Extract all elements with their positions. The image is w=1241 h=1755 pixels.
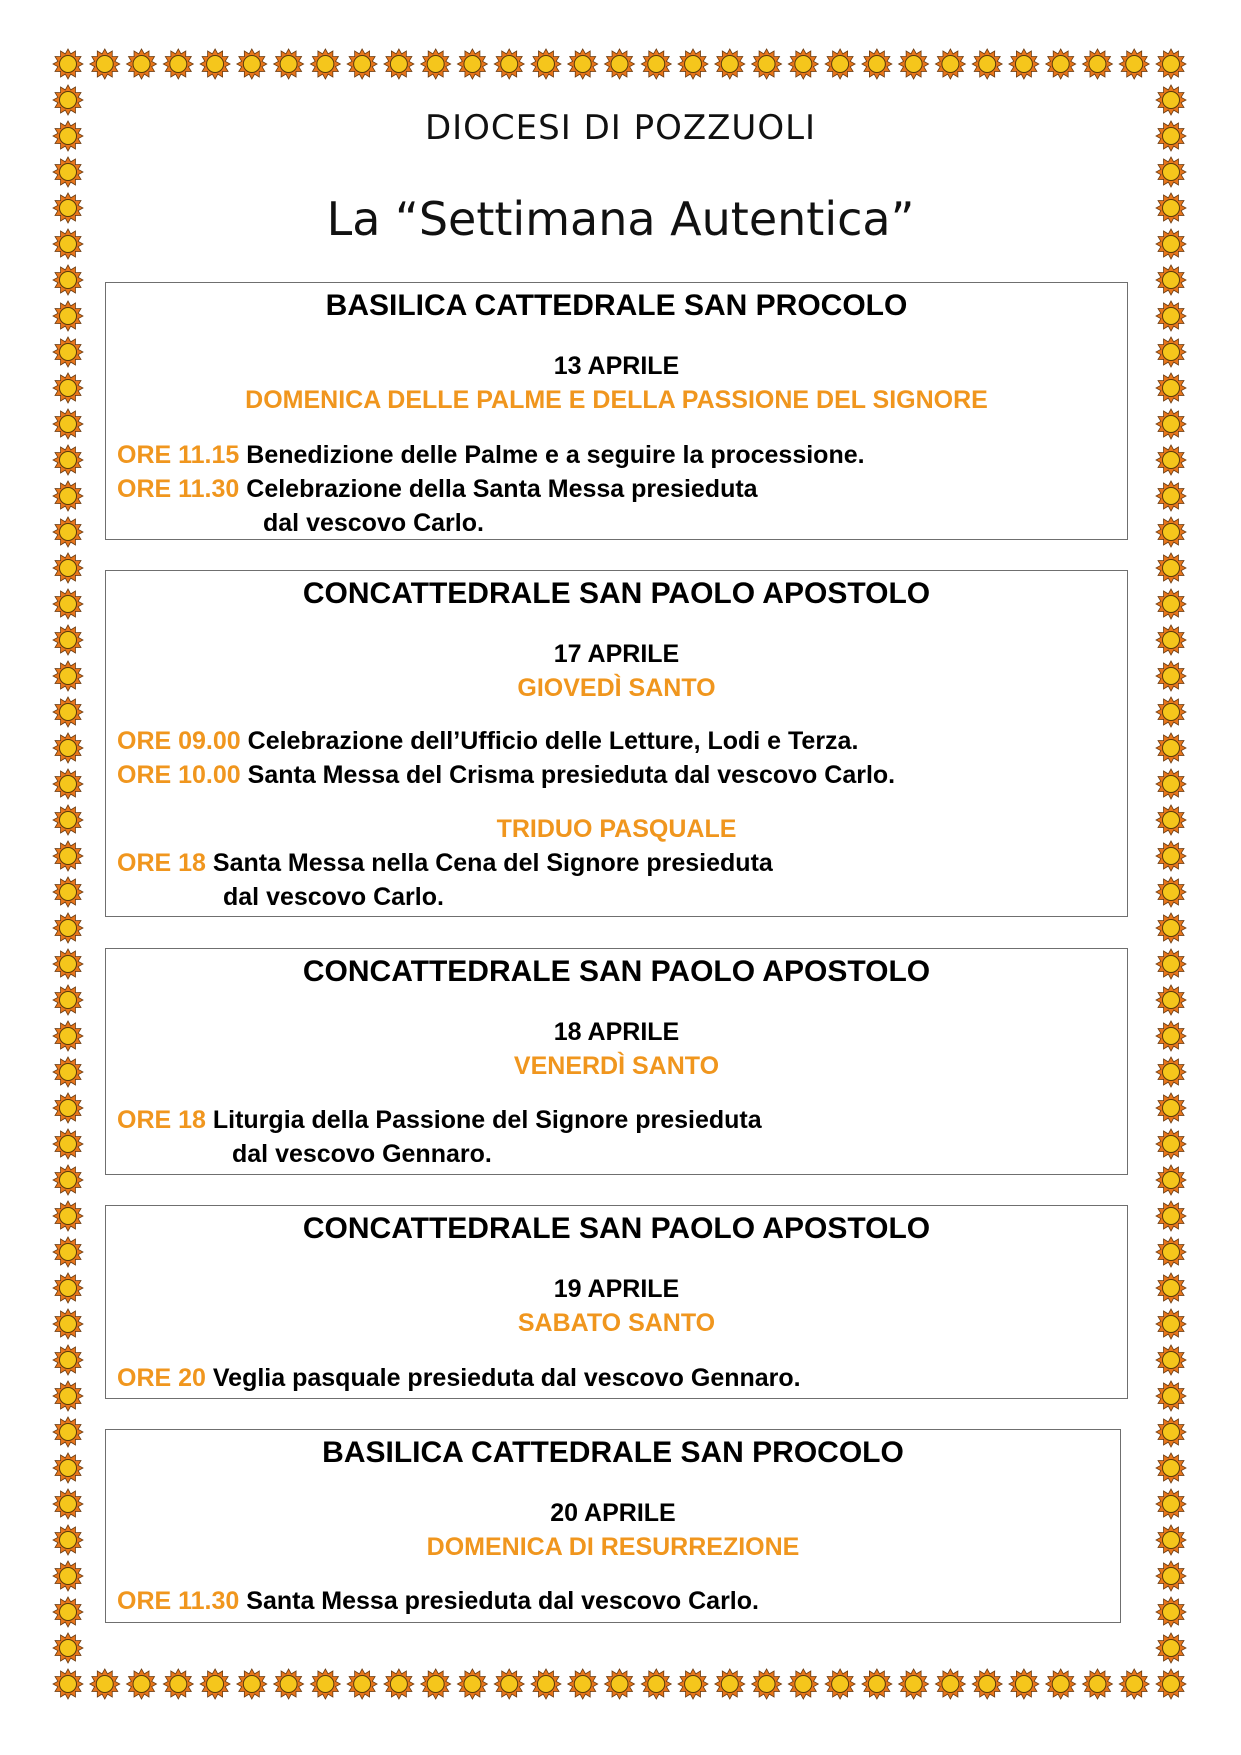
feast-name: SABATO SANTO	[517, 1309, 716, 1337]
sun-icon	[605, 1669, 635, 1699]
event-description-continued: dal vescovo Carlo.	[223, 883, 444, 911]
sun-icon	[274, 49, 304, 79]
sun-icon	[457, 49, 487, 79]
sun-icon	[972, 49, 1002, 79]
sun-icon	[53, 445, 83, 475]
feast-name: VENERDÌ SANTO	[513, 1052, 720, 1080]
sun-icon	[825, 1669, 855, 1699]
sun-icon	[384, 49, 414, 79]
sun-icon	[1156, 877, 1186, 907]
schedule-line	[117, 1587, 759, 1616]
sun-icon	[1156, 517, 1186, 547]
event-date: 13 APRILE	[553, 352, 680, 380]
sun-icon	[1156, 1597, 1186, 1627]
event-date: 17 APRILE	[553, 640, 680, 668]
sun-icon	[641, 49, 671, 79]
sun-icon	[53, 1165, 83, 1195]
event-time: ORE 09.00	[117, 727, 241, 755]
sun-icon	[421, 49, 451, 79]
sun-icon	[53, 1093, 83, 1123]
sun-icon	[1009, 49, 1039, 79]
sun-icon	[53, 1201, 83, 1231]
sun-icon	[347, 1669, 377, 1699]
sun-icon	[53, 373, 83, 403]
sun-icon	[53, 1273, 83, 1303]
schedule-line	[117, 849, 773, 878]
sun-icon	[1156, 1633, 1186, 1663]
sun-icon	[53, 985, 83, 1015]
sun-icon	[1156, 697, 1186, 727]
event-description: Liturgia della Passione del Signore presieduta	[212, 1106, 762, 1134]
sun-icon	[1156, 49, 1186, 79]
sun-icon	[531, 49, 561, 79]
sun-icon	[1046, 49, 1076, 79]
schedule-box-palm-sunday	[105, 282, 1128, 540]
event-description: Celebrazione dell’Ufficio delle Letture, Lodi e Terza.	[247, 727, 859, 755]
sun-icon	[53, 949, 83, 979]
sun-icon	[1156, 373, 1186, 403]
sun-icon	[127, 49, 157, 79]
sun-icon	[752, 49, 782, 79]
sun-icon	[1119, 1669, 1149, 1699]
sun-icon	[1156, 1201, 1186, 1231]
sun-icon	[53, 1381, 83, 1411]
event-description: Benedizione delle Palme e a seguire la processione.	[246, 441, 865, 469]
sun-icon	[53, 265, 83, 295]
sun-icon	[53, 1525, 83, 1555]
sun-icon	[53, 1057, 83, 1087]
sun-icon	[1156, 1237, 1186, 1267]
church-name: BASILICA CATTEDRALE SAN PROCOLO	[322, 1436, 904, 1469]
sun-icon	[457, 1669, 487, 1699]
sun-icon	[715, 49, 745, 79]
sun-icon	[1156, 769, 1186, 799]
sun-icon	[1156, 157, 1186, 187]
event-description-continued: dal vescovo Carlo.	[263, 509, 484, 537]
sun-icon	[899, 1669, 929, 1699]
event-description: Santa Messa presieduta dal vescovo Carlo.	[246, 1587, 759, 1615]
sun-icon	[53, 1489, 83, 1519]
sun-icon	[237, 49, 267, 79]
sun-icon	[1156, 841, 1186, 871]
sun-icon	[163, 1669, 193, 1699]
sun-icon	[53, 841, 83, 871]
sun-icon	[127, 1669, 157, 1699]
sun-icon	[1156, 805, 1186, 835]
sun-icon	[1156, 1381, 1186, 1411]
sun-icon	[1156, 733, 1186, 763]
sun-icon	[53, 1633, 83, 1663]
sun-icon	[53, 517, 83, 547]
sun-icon	[494, 1669, 524, 1699]
sun-icon	[1156, 1057, 1186, 1087]
sun-icon	[53, 1021, 83, 1051]
sun-icon	[53, 1309, 83, 1339]
sun-icon	[752, 1669, 782, 1699]
event-date: 18 APRILE	[553, 1018, 680, 1046]
sun-icon	[494, 49, 524, 79]
schedule-box-holy-saturday	[105, 1205, 1128, 1399]
sun-icon	[678, 49, 708, 79]
sun-icon	[1009, 1669, 1039, 1699]
event-date: 19 APRILE	[553, 1275, 680, 1303]
sun-icon	[1156, 1309, 1186, 1339]
event-time: ORE 20	[117, 1364, 206, 1392]
schedule-line	[117, 1106, 762, 1135]
sun-icon	[53, 805, 83, 835]
schedule-box-holy-thursday	[105, 570, 1128, 917]
sun-icon	[568, 1669, 598, 1699]
sun-icon	[310, 1669, 340, 1699]
sun-icon	[274, 1669, 304, 1699]
sun-icon	[1156, 337, 1186, 367]
sun-icon	[1156, 1165, 1186, 1195]
sun-icon	[568, 49, 598, 79]
sun-icon	[53, 589, 83, 619]
sun-icon	[1156, 445, 1186, 475]
sun-icon	[1083, 49, 1113, 79]
diocese-name: DIOCESI DI POZZUOLI	[424, 108, 817, 148]
sun-icon	[1156, 1093, 1186, 1123]
sun-icon	[605, 49, 635, 79]
sun-icon	[678, 1669, 708, 1699]
sun-icon	[347, 49, 377, 79]
sun-icon	[1156, 1273, 1186, 1303]
sun-icon	[53, 1669, 83, 1699]
sun-icon	[788, 49, 818, 79]
sun-icon	[384, 1669, 414, 1699]
sun-icon	[53, 157, 83, 187]
sun-icon	[1046, 1669, 1076, 1699]
sun-icon	[53, 733, 83, 763]
triduum-heading: TRIDUO PASQUALE	[496, 815, 737, 843]
sun-icon	[641, 1669, 671, 1699]
feast-name: DOMENICA DI RESURREZIONE	[426, 1533, 800, 1561]
sun-icon	[1156, 589, 1186, 619]
page-title: La “Settimana Autentica”	[326, 192, 915, 246]
sun-icon	[53, 697, 83, 727]
sun-icon	[53, 1129, 83, 1159]
church-name: CONCATTEDRALE SAN PAOLO APOSTOLO	[302, 955, 931, 988]
sun-icon	[237, 1669, 267, 1699]
sun-icon	[53, 1345, 83, 1375]
sun-icon	[90, 1669, 120, 1699]
event-time: ORE 11.30	[117, 475, 240, 503]
event-description: Santa Messa del Crisma presieduta dal vescovo Carlo.	[247, 761, 896, 789]
sun-icon	[53, 661, 83, 691]
sun-icon	[862, 1669, 892, 1699]
sun-icon	[53, 1453, 83, 1483]
sun-icon	[1156, 1417, 1186, 1447]
sun-icon	[1156, 481, 1186, 511]
sun-icon	[935, 49, 965, 79]
sun-icon	[53, 481, 83, 511]
sun-icon	[200, 49, 230, 79]
sun-icon	[163, 49, 193, 79]
sun-icon	[53, 301, 83, 331]
sun-icon	[1156, 1561, 1186, 1591]
sun-icon	[715, 1669, 745, 1699]
sun-icon	[53, 1237, 83, 1267]
sun-icon	[1156, 661, 1186, 691]
sun-icon	[825, 49, 855, 79]
sun-icon	[1156, 1525, 1186, 1555]
sun-icon	[421, 1669, 451, 1699]
sun-icon	[53, 1417, 83, 1447]
sun-icon	[1156, 553, 1186, 583]
sun-icon	[1156, 1453, 1186, 1483]
sun-icon	[53, 1597, 83, 1627]
sun-icon	[53, 553, 83, 583]
sun-icon	[90, 49, 120, 79]
sun-icon	[1156, 1669, 1186, 1699]
sun-icon	[200, 1669, 230, 1699]
schedule-line	[117, 761, 895, 790]
event-description-continued: dal vescovo Gennaro.	[232, 1140, 492, 1168]
schedule-line	[117, 727, 858, 756]
event-time: ORE 11.15	[117, 441, 240, 469]
sun-icon	[1156, 265, 1186, 295]
sun-icon	[1156, 1345, 1186, 1375]
sun-icon	[531, 1669, 561, 1699]
schedule-line	[117, 441, 865, 470]
sun-icon	[53, 1561, 83, 1591]
sun-icon	[310, 49, 340, 79]
sun-icon	[1156, 949, 1186, 979]
sun-icon	[1156, 625, 1186, 655]
sun-icon	[53, 409, 83, 439]
event-description: Celebrazione della Santa Messa presieduta	[246, 475, 758, 503]
sun-icon	[1156, 913, 1186, 943]
event-description: Veglia pasquale presieduta dal vescovo Gennaro.	[212, 1364, 801, 1392]
sun-icon	[1156, 1129, 1186, 1159]
sun-icon	[899, 49, 929, 79]
sun-icon	[1119, 49, 1149, 79]
sun-icon	[53, 337, 83, 367]
schedule-line	[117, 1364, 801, 1393]
sun-icon	[1156, 301, 1186, 331]
sun-icon	[1156, 985, 1186, 1015]
church-name: CONCATTEDRALE SAN PAOLO APOSTOLO	[302, 1212, 931, 1245]
sun-icon	[862, 49, 892, 79]
event-time: ORE 11.30	[117, 1587, 240, 1615]
sun-icon	[1156, 409, 1186, 439]
sun-icon	[1083, 1669, 1113, 1699]
sun-icon	[53, 769, 83, 799]
church-name: CONCATTEDRALE SAN PAOLO APOSTOLO	[302, 577, 931, 610]
feast-name: GIOVEDÌ SANTO	[517, 674, 716, 702]
schedule-box-easter-sunday	[105, 1429, 1121, 1623]
event-time: ORE 18	[117, 849, 206, 877]
sun-icon	[935, 1669, 965, 1699]
sun-icon	[972, 1669, 1002, 1699]
event-time: ORE 18	[117, 1106, 206, 1134]
sun-icon	[53, 625, 83, 655]
schedule-line	[117, 475, 758, 504]
sun-icon	[1156, 1021, 1186, 1051]
event-time: ORE 10.00	[117, 761, 241, 789]
church-name: BASILICA CATTEDRALE SAN PROCOLO	[325, 289, 908, 322]
sun-icon	[788, 1669, 818, 1699]
sun-icon	[53, 913, 83, 943]
feast-name: DOMENICA DELLE PALME E DELLA PASSIONE DEL SIGNORE	[245, 386, 988, 414]
sun-icon	[53, 49, 83, 79]
event-date: 20 APRILE	[550, 1499, 676, 1527]
sun-icon	[1156, 1489, 1186, 1519]
event-description: Santa Messa nella Cena del Signore presieduta	[212, 849, 773, 877]
schedule-box-good-friday	[105, 948, 1128, 1175]
sun-icon	[53, 877, 83, 907]
